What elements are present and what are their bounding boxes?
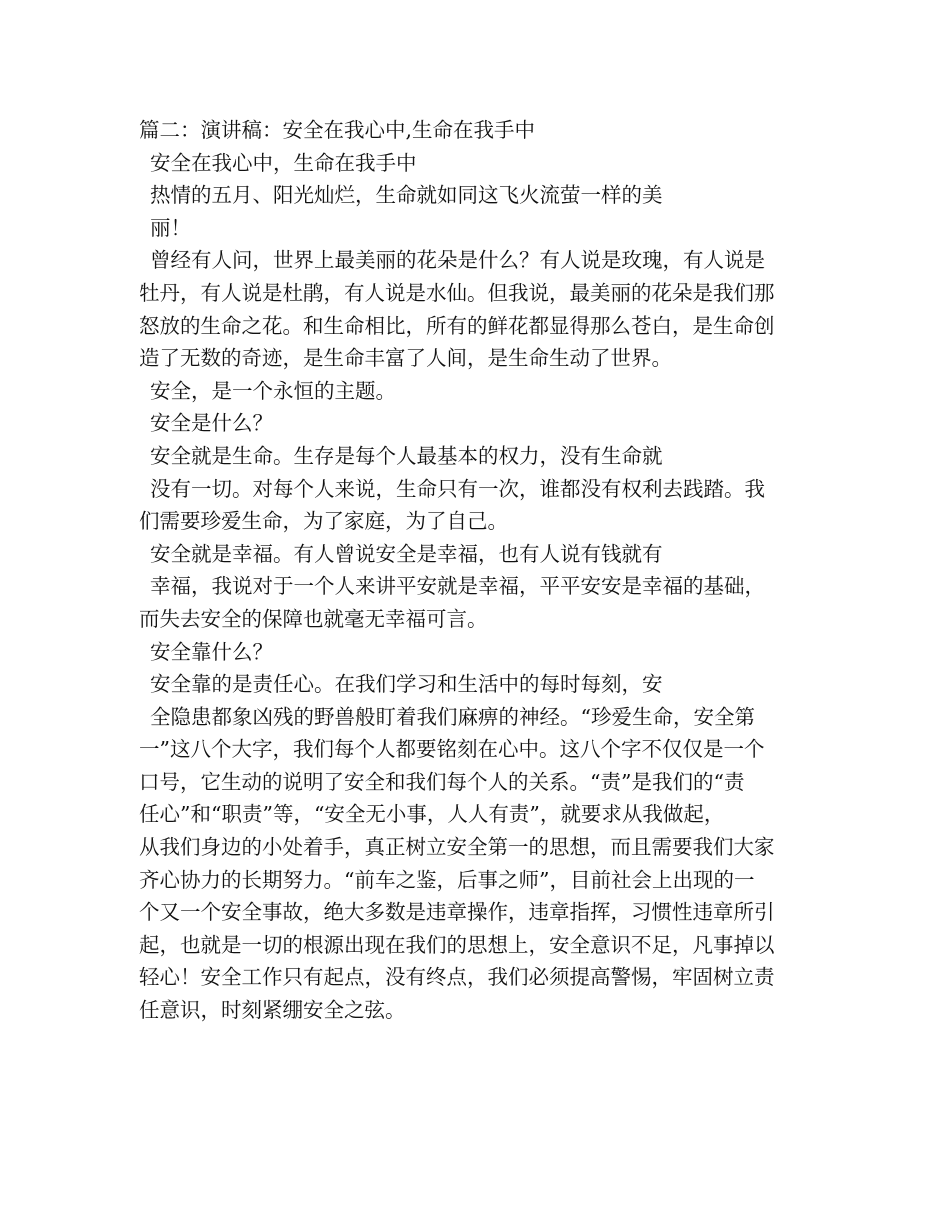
text-line: 安全就是幸福。有人曾说安全是幸福，也有人说有钱就有 <box>150 541 663 566</box>
text-line: 安全，是一个永恒的主题。 <box>150 378 396 403</box>
text-line: 安全就是生命。生存是每个人最基本的权力，没有生命就 <box>150 443 663 468</box>
text-line: 牡丹，有人说是杜鹃，有人说是水仙。但我说，最美丽的花朵是我们那 <box>139 280 775 305</box>
text-line: 任心”和“职责”等，“安全无小事，人人有责”，就要求从我做起， <box>139 802 725 827</box>
text-line: 全隐患都象凶残的野兽般盯着我们麻痹的神经。“珍爱生命，安全第 <box>150 704 755 729</box>
text-line: 从我们身边的小处着手，真正树立安全第一的思想，而且需要我们大家 <box>139 835 775 860</box>
text-line: 个又一个安全事故，绝大多数是违章操作，违章指挥，习惯性违章所引 <box>139 900 775 925</box>
text-line: 起，也就是一切的根源出现在我们的思想上，安全意识不足，凡事掉以 <box>139 932 775 957</box>
document-heading: 篇二：演讲稿：安全在我心中,生命在我手中 <box>139 118 536 142</box>
text-line: 怒放的生命之花。和生命相比，所有的鲜花都显得那么苍白，是生命创 <box>139 313 775 338</box>
text-line: 安全靠什么？ <box>150 639 273 664</box>
text-line: 口号，它生动的说明了安全和我们每个人的关系。“责”是我们的“责 <box>139 769 745 794</box>
text-line: 轻心！安全工作只有起点，没有终点，我们必须提高警惕，牢固树立责 <box>139 965 775 990</box>
text-line: 没有一切。对每个人来说，生命只有一次，谁都没有权利去践踏。我 <box>150 476 765 501</box>
text-line: 丽！ <box>150 215 191 240</box>
text-line: 们需要珍爱生命，为了家庭，为了自己。 <box>139 509 508 534</box>
text-line: 齐心协力的长期努力。“前车之鉴，后事之师”，目前社会上出现的一 <box>139 867 755 892</box>
text-line: 热情的五月、阳光灿烂，生命就如同这飞火流萤一样的美 <box>150 183 663 208</box>
text-line: 而失去安全的保障也就毫无幸福可言。 <box>139 606 488 631</box>
text-line: 安全是什么？ <box>150 411 273 436</box>
text-line: 任意识，时刻紧绷安全之弦。 <box>139 998 406 1023</box>
text-line: 安全在我心中，生命在我手中 <box>150 150 417 175</box>
text-line: 造了无数的奇迹，是生命丰富了人间，是生命生动了世界。 <box>139 346 672 371</box>
document-body <box>139 114 819 1027</box>
text-line: 安全靠的是责任心。在我们学习和生活中的每时每刻，安 <box>150 672 663 697</box>
text-line: 一”这八个大字，我们每个人都要铭刻在心中。这八个字不仅仅是一个 <box>139 737 765 762</box>
text-line: 曾经有人问，世界上最美丽的花朵是什么？有人说是玫瑰，有人说是 <box>150 248 765 273</box>
text-line: 幸福，我说对于一个人来讲平安就是幸福，平平安安是幸福的基础， <box>150 574 765 599</box>
